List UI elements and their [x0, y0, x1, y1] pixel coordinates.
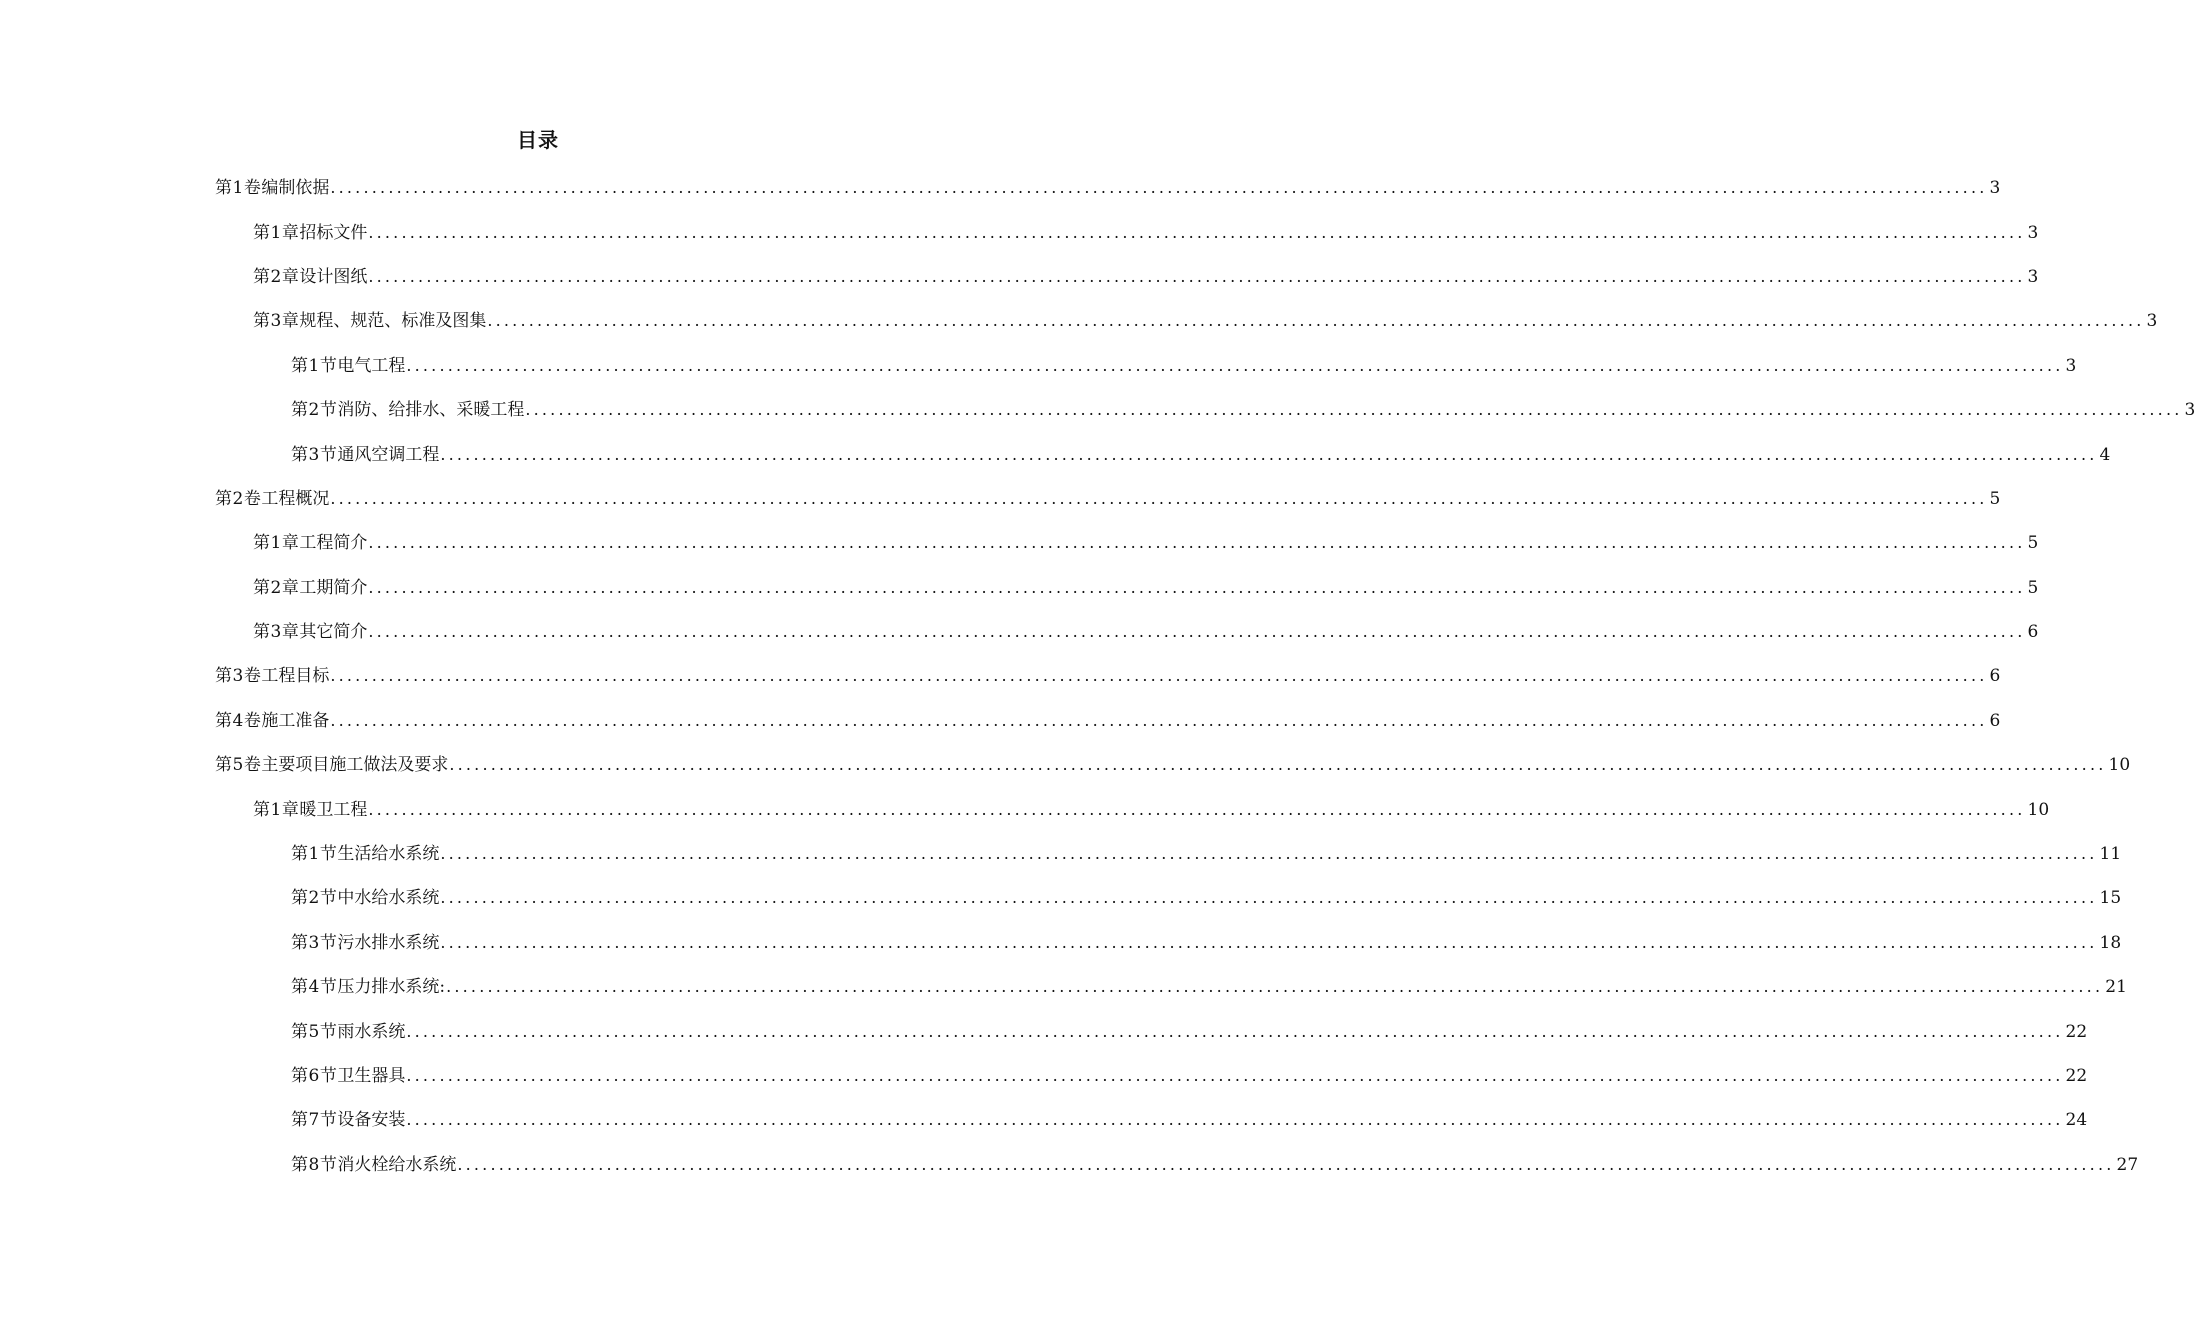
toc-dot-leader: ........................................................................................................................................................................................................ [457, 1154, 2115, 1174]
toc-entry-label: 第2卷 [215, 488, 262, 509]
toc-entry-page-number: 22 [2065, 1021, 2088, 1042]
toc-dot-leader: ........................................................................................................................................................................................................ [330, 710, 1988, 730]
toc-entry-page-number: 11 [2099, 844, 2122, 865]
toc-entry[interactable] [0, 210, 2039, 254]
toc-entry-label: 第3节 [291, 932, 338, 953]
toc-dot-leader: ........................................................................................................................................................................................................ [440, 444, 2098, 464]
toc-entry-label: 第8节 [291, 1154, 338, 1175]
toc-entry-page-number: 3 [1989, 178, 2001, 199]
toc-entry-label: 第1章 [253, 533, 300, 554]
toc-entry[interactable] [0, 1009, 2088, 1053]
toc-entry[interactable] [0, 787, 2050, 831]
toc-entry-title: 消防、给排水、采暖工程 [337, 400, 525, 421]
toc-entry-page-number: 27 [2116, 1154, 2139, 1175]
toc-entry[interactable] [0, 344, 2077, 388]
toc-entry-page-number: 15 [2099, 888, 2122, 909]
toc-entry-page-number: 3 [2027, 222, 2039, 243]
toc-entry-title: 其它简介 [299, 622, 368, 643]
toc-entry-title: 通风空调工程 [337, 444, 440, 465]
toc-entry-page-number: 3 [2027, 266, 2039, 287]
toc-dot-leader: ........................................................................................................................................................................................................ [440, 888, 2098, 908]
toc-entry-title: 卫生器具 [337, 1066, 406, 1086]
toc-entry[interactable] [0, 1098, 2088, 1142]
toc-entry[interactable] [0, 1143, 2139, 1187]
toc-entry-title: 消火栓给水系统 [337, 1154, 457, 1175]
toc-entry[interactable] [0, 699, 2001, 743]
toc-entry-label: 第1节 [291, 844, 338, 865]
toc-entry-title: 中水给水系统 [337, 888, 440, 909]
toc-entry-title: 电气工程 [337, 355, 406, 376]
toc-entry-page-number: 6 [1989, 666, 2001, 687]
toc-title: 目录 [517, 128, 559, 152]
toc-entry-title: 规程、规范、标准及图集 [299, 311, 487, 332]
toc-dot-leader: ........................................................................................................................................................................................................ [406, 1066, 2064, 1085]
toc-entry-title: 工程概况 [261, 488, 330, 509]
toc-entry[interactable] [0, 743, 2131, 787]
toc-entry-page-number: 6 [2027, 622, 2039, 643]
toc-entry-label: 第3章 [253, 311, 300, 332]
toc-dot-leader: ........................................................................................................................................................................................................ [368, 266, 2026, 286]
toc-entry-title: 雨水系统 [337, 1021, 406, 1042]
toc-entry[interactable] [0, 832, 2122, 876]
toc-entry-label: 第2节 [291, 400, 338, 421]
toc-entry[interactable] [0, 477, 2001, 521]
toc-entry-page-number: 10 [2027, 799, 2050, 820]
toc-entry-title: 生活给水系统 [337, 844, 440, 865]
toc-dot-leader: ........................................................................................................................................................................................................ [330, 178, 1988, 198]
toc-entry-title: 工期简介 [299, 577, 368, 598]
toc-entry-label: 第2章 [253, 266, 300, 287]
toc-entry-label: 第1章 [253, 799, 300, 820]
toc-entry-title: 设计图纸 [299, 266, 368, 287]
toc-entry-page-number: 21 [2105, 977, 2127, 998]
toc-entry[interactable] [0, 610, 2039, 654]
toc-entry-page-number: 3 [2065, 355, 2077, 376]
toc-entry-label: 第3节 [291, 444, 338, 465]
toc-entry-page-number: 5 [2027, 533, 2039, 554]
toc-dot-leader: ........................................................................................................................................................................................................ [525, 400, 2183, 420]
toc-entry[interactable] [0, 521, 2039, 565]
toc-entry-label: 第5卷 [215, 755, 262, 776]
toc-entry[interactable] [0, 1054, 2088, 1098]
toc-entry[interactable] [0, 432, 2111, 476]
toc-entry-page-number: 22 [2065, 1066, 2088, 1086]
toc-entry-page-number: 10 [2108, 755, 2131, 776]
toc-list [0, 166, 2195, 1187]
toc-dot-leader: ........................................................................................................................................................................................................ [368, 622, 2026, 642]
toc-dot-leader: ........................................................................................................................................................................................................ [368, 799, 2026, 819]
toc-entry-label: 第5节 [291, 1021, 338, 1042]
toc-entry-title: 施工准备 [261, 710, 330, 731]
toc-dot-leader: ........................................................................................................................................................................................................ [406, 1021, 2064, 1041]
toc-entry-title: 工程目标 [261, 666, 330, 687]
toc-entry[interactable] [0, 566, 2039, 610]
toc-entry-label: 第2节 [291, 888, 338, 909]
toc-entry-label: 第1卷 [215, 178, 262, 199]
toc-dot-leader: ........................................................................................................................................................................................................ [368, 222, 2026, 242]
toc-dot-leader: ........................................................................................................................................................................................................ [449, 755, 2107, 775]
toc-entry-label: 第6节 [291, 1066, 338, 1086]
toc-entry-page-number: 5 [1989, 488, 2001, 509]
toc-entry-label: 第7节 [291, 1110, 338, 1131]
toc-entry-page-number: 24 [2065, 1110, 2088, 1131]
toc-dot-leader: ........................................................................................................................................................................................................ [440, 932, 2098, 952]
toc-dot-leader: ........................................................................................................................................................................................................ [368, 577, 2026, 597]
toc-dot-leader: ........................................................................................................................................................................................................ [440, 844, 2098, 864]
toc-dot-leader: ........................................................................................................................................................................................................ [446, 977, 2104, 997]
toc-entry-page-number: 5 [2027, 577, 2039, 598]
toc-entry-title: 主要项目施工做法及要求 [261, 755, 449, 776]
toc-entry-label: 第1章 [253, 222, 300, 243]
toc-entry-page-number: 6 [1989, 710, 2001, 731]
toc-dot-leader: ........................................................................................................................................................................................................ [330, 488, 1988, 508]
toc-entry-title: 压力排水系统: [337, 977, 446, 998]
toc-entry-label: 第3章 [253, 622, 300, 643]
toc-entry-title: 设备安装 [337, 1110, 406, 1131]
toc-dot-leader: ........................................................................................................................................................................................................ [487, 311, 2145, 331]
toc-entry-page-number: 4 [2099, 444, 2111, 465]
toc-dot-leader: ........................................................................................................................................................................................................ [330, 666, 1988, 686]
toc-entry-title: 编制依据 [261, 178, 330, 199]
toc-entry[interactable] [0, 921, 2122, 965]
toc-entry-title: 暖卫工程 [299, 799, 368, 820]
toc-entry-label: 第4卷 [215, 710, 262, 731]
toc-entry-label: 第4节 [291, 977, 338, 998]
toc-entry[interactable] [0, 965, 2127, 1009]
toc-entry[interactable] [0, 166, 2001, 210]
toc-entry-title: 招标文件 [299, 222, 368, 243]
toc-entry[interactable] [0, 255, 2039, 299]
toc-dot-leader: ........................................................................................................................................................................................................ [368, 533, 2026, 553]
toc-entry-title: 污水排水系统 [337, 932, 440, 953]
toc-entry[interactable] [0, 654, 2001, 698]
toc-entry[interactable] [0, 388, 2195, 432]
toc-entry-page-number: 3 [2184, 400, 2195, 421]
toc-entry-label: 第3卷 [215, 666, 262, 687]
toc-entry[interactable] [0, 876, 2122, 920]
toc-entry-label: 第2章 [253, 577, 300, 598]
toc-entry-page-number: 3 [2146, 311, 2158, 332]
toc-entry-title: 工程简介 [299, 533, 368, 554]
toc-dot-leader: ........................................................................................................................................................................................................ [406, 355, 2064, 375]
toc-dot-leader: ........................................................................................................................................................................................................ [406, 1110, 2064, 1130]
toc-entry-label: 第1节 [291, 355, 338, 376]
toc-entry-page-number: 18 [2099, 932, 2122, 953]
toc-entry[interactable] [0, 299, 2158, 343]
